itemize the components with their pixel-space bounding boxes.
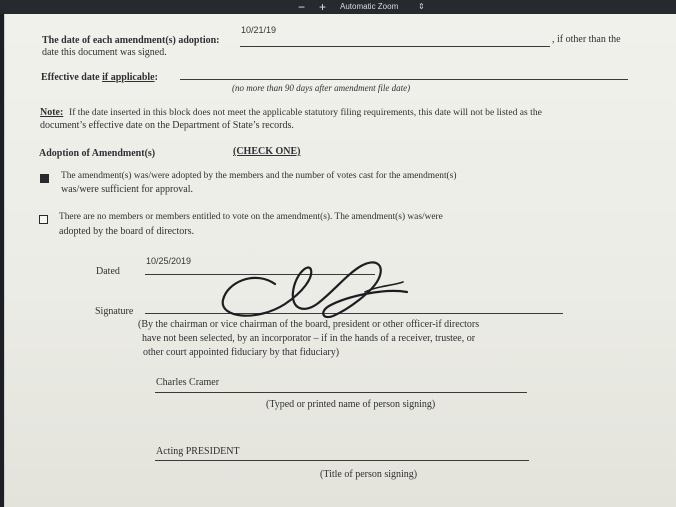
effective-date-label-underlined: if applicable	[102, 72, 155, 83]
option-board-line1: There are no members or members entitled to vote on the amendment(s). The amendment(s) was/were	[59, 212, 443, 222]
signature-instruction-line2: have not been selected, by an incorporator – if in the hands of a receiver, trustee, or	[142, 333, 476, 344]
zoom-out-button[interactable]: −	[298, 0, 306, 14]
amendment-date-suffix: , if other than the	[552, 34, 621, 45]
signature-instruction-line1: (By the chairman or vice chairman of the board, president or other officer-if directors	[138, 319, 480, 330]
zoom-in-button[interactable]: +	[319, 0, 327, 14]
note-text-line1: If the date inserted in this block does not meet the applicable statutory filing requirements, this date will not be listed as the	[69, 107, 542, 118]
pdf-viewer-toolbar	[0, 0, 676, 14]
signer-name-value: Charles Cramer	[156, 377, 220, 388]
signer-title-caption: (Title of person signing)	[320, 469, 418, 480]
signature-instruction-line3: other court appointed fiduciary by that fiduciary)	[143, 347, 340, 358]
dated-value: 10/25/2019	[146, 256, 192, 266]
option-members-line1: The amendment(s) was/were adopted by the members and the number of votes cast for the amendment(s)	[61, 171, 457, 181]
signer-name-line	[155, 392, 527, 393]
adoption-heading: Adoption of Amendment(s)	[39, 148, 156, 159]
check-one-label: (CHECK ONE)	[233, 146, 301, 157]
zoom-select-caret-icon[interactable]: ⇕	[418, 2, 425, 11]
signer-name-caption: (Typed or printed name of person signing)	[266, 399, 436, 410]
signer-title-value: Acting PRESIDENT	[156, 446, 240, 457]
amendment-date-line	[240, 46, 550, 47]
amendment-date-continuation: date this document was signed.	[42, 47, 167, 58]
option-members-checkbox[interactable]	[40, 174, 49, 183]
effective-date-note: (no more than 90 days after amendment file date)	[232, 83, 411, 93]
option-members-line2: was/were sufficient for approval.	[61, 184, 193, 195]
note-text-line2: document’s effective date on the Department of State’s records.	[40, 120, 294, 131]
zoom-select[interactable]: Automatic Zoom	[340, 2, 399, 11]
option-board-line2: adopted by the board of directors.	[59, 226, 194, 237]
signature-label: Signature	[95, 306, 134, 317]
effective-date-label	[41, 72, 158, 83]
effective-date-label-colon: :	[154, 72, 158, 83]
document-page	[4, 14, 676, 507]
dated-label: Dated	[96, 266, 120, 277]
amendment-date-label: The date of each amendment(s) adoption:	[42, 35, 220, 46]
effective-date-line	[180, 79, 628, 80]
option-board-checkbox[interactable]	[39, 215, 48, 224]
effective-date-label-prefix: Effective date	[41, 72, 100, 83]
handwritten-signature	[215, 252, 415, 327]
note-label: Note:	[40, 107, 64, 118]
signer-title-line	[155, 460, 529, 461]
amendment-date-value: 10/21/19	[241, 25, 277, 35]
